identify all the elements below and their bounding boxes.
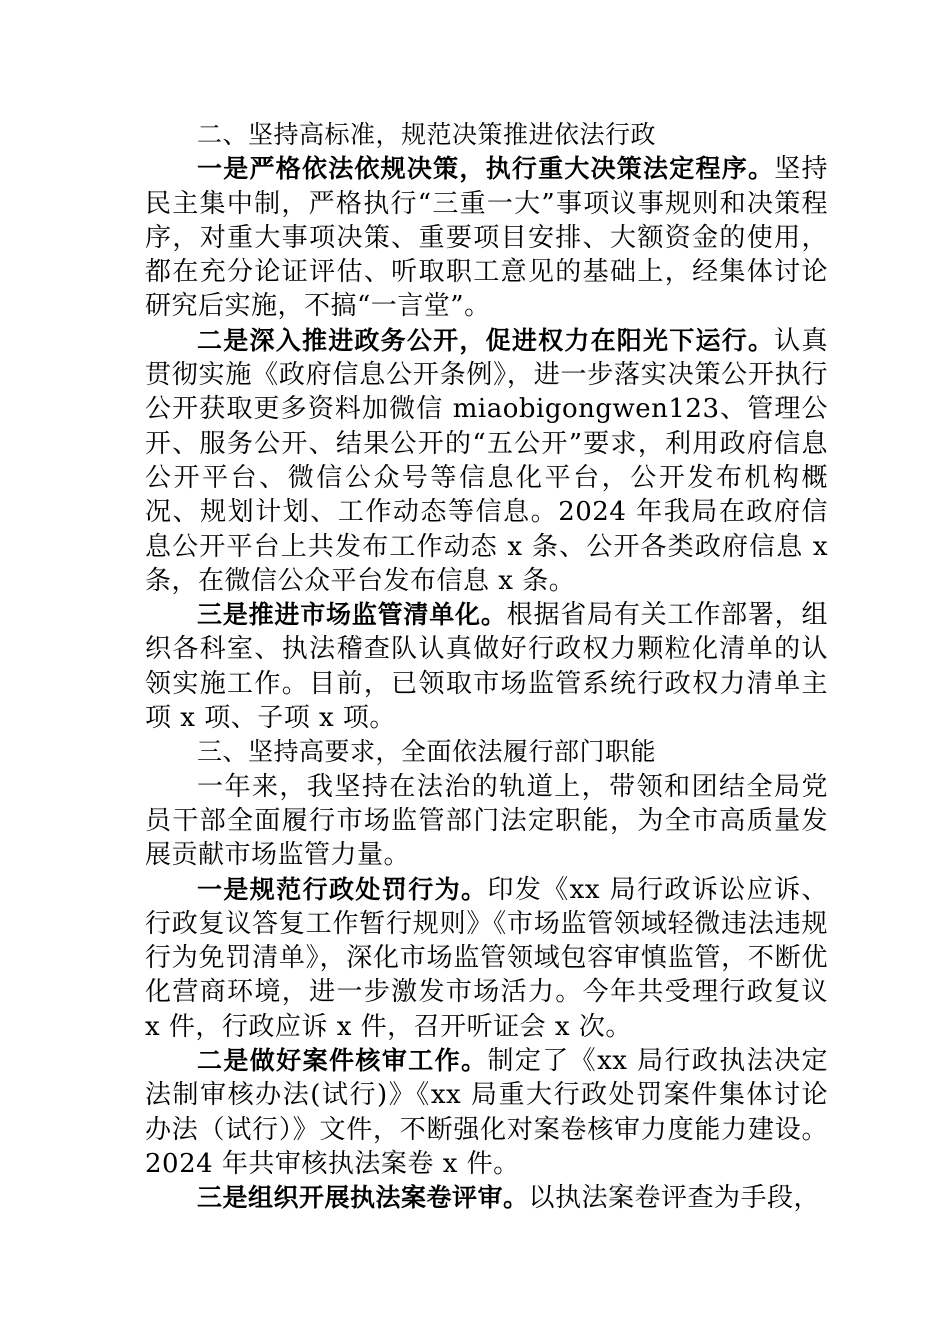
paragraph-lead: 一是规范行政处罚行为。 bbox=[197, 874, 488, 904]
paragraph-case-review bbox=[145, 1044, 828, 1181]
paragraph-regulation-list bbox=[145, 598, 828, 735]
paragraph-year-overview bbox=[145, 770, 828, 873]
paragraph-body: 坚持民主集中制，严格执行“三重一大”事项议事规则和决策程序，对重大事项决策、重要项目安排、大额资金的使用，都在充分论证评估、听取职工意见的基础上，经集体讨论研究后实施，不搞“一言堂”。 bbox=[145, 154, 828, 322]
paragraph-body: 制定了《xx 局行政执法决定法制审核办法(试行)》《xx 局重大行政处罚案件集体讨论办法（试行）》文件，不断强化对案卷核审力度能力建设。2024 年共审核执法案卷 x 件。 bbox=[145, 1046, 828, 1179]
paragraph-body: 根据省局有关工作部署，组织各科室、执法稽查队认真做好行政权力颗粒化清单的认领实施工作。目前，已领取市场监管系统行政权力清单主项 x 项、子项 x 项。 bbox=[145, 600, 828, 734]
paragraph-government-affairs-openness bbox=[145, 324, 828, 598]
section-heading-2: 二、坚持高标准，规范决策推进依法行政 bbox=[197, 120, 657, 149]
paragraph-decision-procedure bbox=[145, 152, 828, 323]
paragraph-body: 认真贯彻实施《政府信息公开条例》，进一步落实决策公开执行公开获取更多资料加微信 miaobigongwen123、管理公开、服务公开、结果公开的“五公开”要求，利用政府信息公开平台、微信公众号等信息化平台，公开发布机构概况、规划计划、工作动态等信息。2024 年我局在政府信息公开平台上共发布工作动态 x 条、公开各类政府信息 x 条，在微信公众平台发布信息 x 条。 bbox=[145, 325, 828, 596]
document-page bbox=[145, 118, 828, 1216]
section-heading-3: 三、坚持高要求，全面依法履行部门职能 bbox=[197, 737, 657, 767]
paragraph-lead: 二是深入推进政务公开，促进权力在阳光下运行。 bbox=[197, 325, 775, 355]
paragraph-body: 一年来，我坚持在法治的轨道上，带领和团结全局党员干部全面履行市场监管部门法定职能，为全市高质量发展贡献市场监管力量。 bbox=[145, 771, 828, 871]
paragraph-lead: 三是组织开展执法案卷评审。 bbox=[197, 1183, 529, 1213]
paragraph-lead: 二是做好案件核审工作。 bbox=[197, 1046, 488, 1076]
paragraph-case-file-evaluation bbox=[145, 1181, 828, 1215]
paragraph-body: 印发《xx 局行政诉讼应诉、行政复议答复工作暂行规则》《市场监管领域轻微违法违规行为免罚清单》，深化市场监管领域包容审慎监管，不断优化营商环境，进一步激发市场活力。今年共受理行政复议 x 件，行政应诉 x 件，召开听证会 x 次。 bbox=[145, 874, 828, 1042]
paragraph-lead: 一是严格依法依规决策，执行重大决策法定程序。 bbox=[197, 154, 775, 184]
paragraph-body: 以执法案卷评查为手段， bbox=[528, 1183, 821, 1214]
paragraph-administrative-penalty bbox=[145, 873, 828, 1044]
paragraph-lead: 三是推进市场监管清单化。 bbox=[197, 600, 507, 630]
